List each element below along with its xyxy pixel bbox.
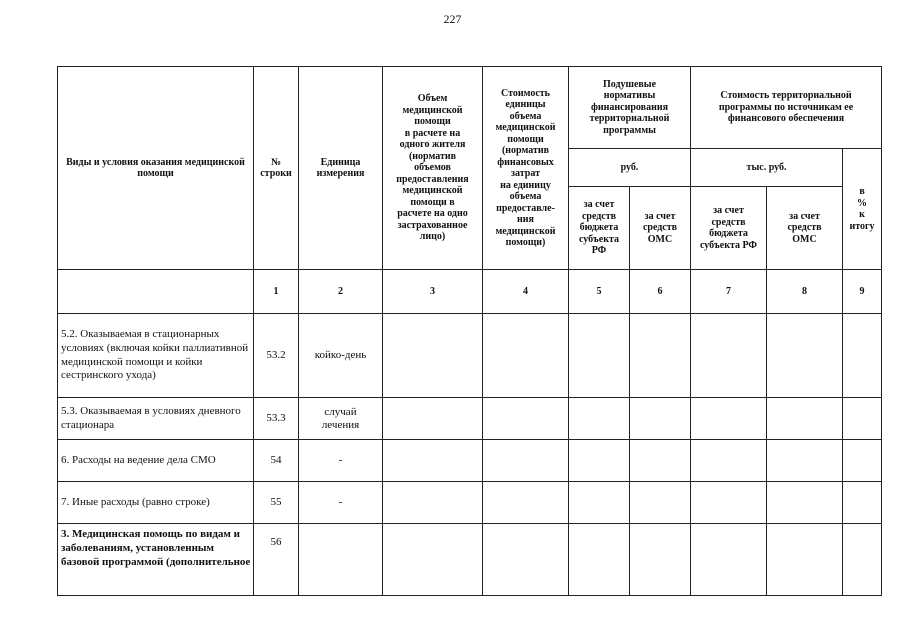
header-budget-rub: за счет средств бюджета субъекта РФ	[569, 187, 630, 270]
empty-cell	[569, 524, 630, 596]
column-number: 4	[483, 270, 569, 314]
header-unit: Единица измерения	[299, 67, 383, 270]
empty-cell	[383, 398, 483, 440]
empty-cell	[767, 398, 843, 440]
column-number: 2	[299, 270, 383, 314]
empty-cell	[630, 440, 691, 482]
empty-cell	[483, 314, 569, 398]
header-program-cost: Стоимость территориальной программы по источникам ее финансового обеспечения	[691, 67, 882, 149]
row-number: 53.3	[254, 398, 299, 440]
empty-cell	[630, 482, 691, 524]
column-number: 7	[691, 270, 767, 314]
empty-cell	[383, 440, 483, 482]
row-unit: -	[299, 482, 383, 524]
empty-cell	[767, 440, 843, 482]
column-number: 9	[843, 270, 882, 314]
empty-cell	[691, 314, 767, 398]
column-number: 3	[383, 270, 483, 314]
empty-cell	[843, 482, 882, 524]
table-row	[58, 440, 882, 482]
row-number: 56	[254, 524, 299, 596]
header-percent: в % к итогу	[843, 149, 882, 270]
empty-cell	[767, 524, 843, 596]
empty-cell	[569, 314, 630, 398]
header-oms-thous: за счет средств ОМС	[767, 187, 843, 270]
column-number: 6	[630, 270, 691, 314]
empty-cell	[767, 482, 843, 524]
empty-cell	[483, 440, 569, 482]
header-oms-rub: за счет средств ОМС	[630, 187, 691, 270]
header-thous-rub: тыс. руб.	[691, 149, 843, 187]
row-label: 3. Медицинская помощь по видам и заболеваниям, установленным базовой программой (дополнительное	[58, 524, 254, 596]
row-number: 54	[254, 440, 299, 482]
empty-cell	[843, 314, 882, 398]
financing-table	[57, 66, 882, 596]
empty-cell	[483, 524, 569, 596]
row-number: 55	[254, 482, 299, 524]
empty-cell	[569, 482, 630, 524]
column-number: 5	[569, 270, 630, 314]
row-label: 6. Расходы на ведение дела СМО	[58, 440, 254, 482]
table-row	[58, 314, 882, 398]
empty-cell	[383, 482, 483, 524]
empty-cell	[630, 398, 691, 440]
row-unit	[299, 524, 383, 596]
header-volume: Объем медицинской помощи в расчете на одного жителя (норматив объемов предоставления медицинской помощи в расчете на одно застрахованное лицо)	[383, 67, 483, 270]
empty-cell	[691, 524, 767, 596]
empty-cell	[483, 482, 569, 524]
empty-cell	[843, 440, 882, 482]
table-row	[58, 524, 882, 596]
row-unit: -	[299, 440, 383, 482]
empty-cell	[569, 440, 630, 482]
empty-cell	[630, 524, 691, 596]
header-per-capita: Подушевые нормативы финансирования территориальной программы	[569, 67, 691, 149]
table-row	[58, 482, 882, 524]
row-unit: койко-день	[299, 314, 383, 398]
empty-cell	[383, 524, 483, 596]
column-number: 1	[254, 270, 299, 314]
column-number-blank	[58, 270, 254, 314]
header-budget-thous: за счет средств бюджета субъекта РФ	[691, 187, 767, 270]
empty-cell	[383, 314, 483, 398]
row-label: 5.3. Оказываемая в условиях дневного стационара	[58, 398, 254, 440]
row-unit: случай лечения	[299, 398, 383, 440]
empty-cell	[630, 314, 691, 398]
empty-cell	[843, 398, 882, 440]
header-row-no: № строки	[254, 67, 299, 270]
empty-cell	[767, 314, 843, 398]
row-label: 7. Иные расходы (равно строке)	[58, 482, 254, 524]
header-cost-unit: Стоимость единицы объема медицинской помощи (норматив финансовых затрат на единицу объема предоставле- ния медицинской помощи)	[483, 67, 569, 270]
empty-cell	[569, 398, 630, 440]
header-kinds: Виды и условия оказания медицинской помощи	[58, 67, 254, 270]
empty-cell	[483, 398, 569, 440]
empty-cell	[691, 440, 767, 482]
empty-cell	[691, 482, 767, 524]
row-label: 5.2. Оказываемая в стационарных условиях (включая койки паллиативной медицинской помощи и койки сестринского ухода)	[58, 314, 254, 398]
empty-cell	[843, 524, 882, 596]
header-rub: руб.	[569, 149, 691, 187]
row-number: 53.2	[254, 314, 299, 398]
empty-cell	[691, 398, 767, 440]
table-row	[58, 398, 882, 440]
column-number: 8	[767, 270, 843, 314]
page-number: 227	[443, 12, 462, 26]
